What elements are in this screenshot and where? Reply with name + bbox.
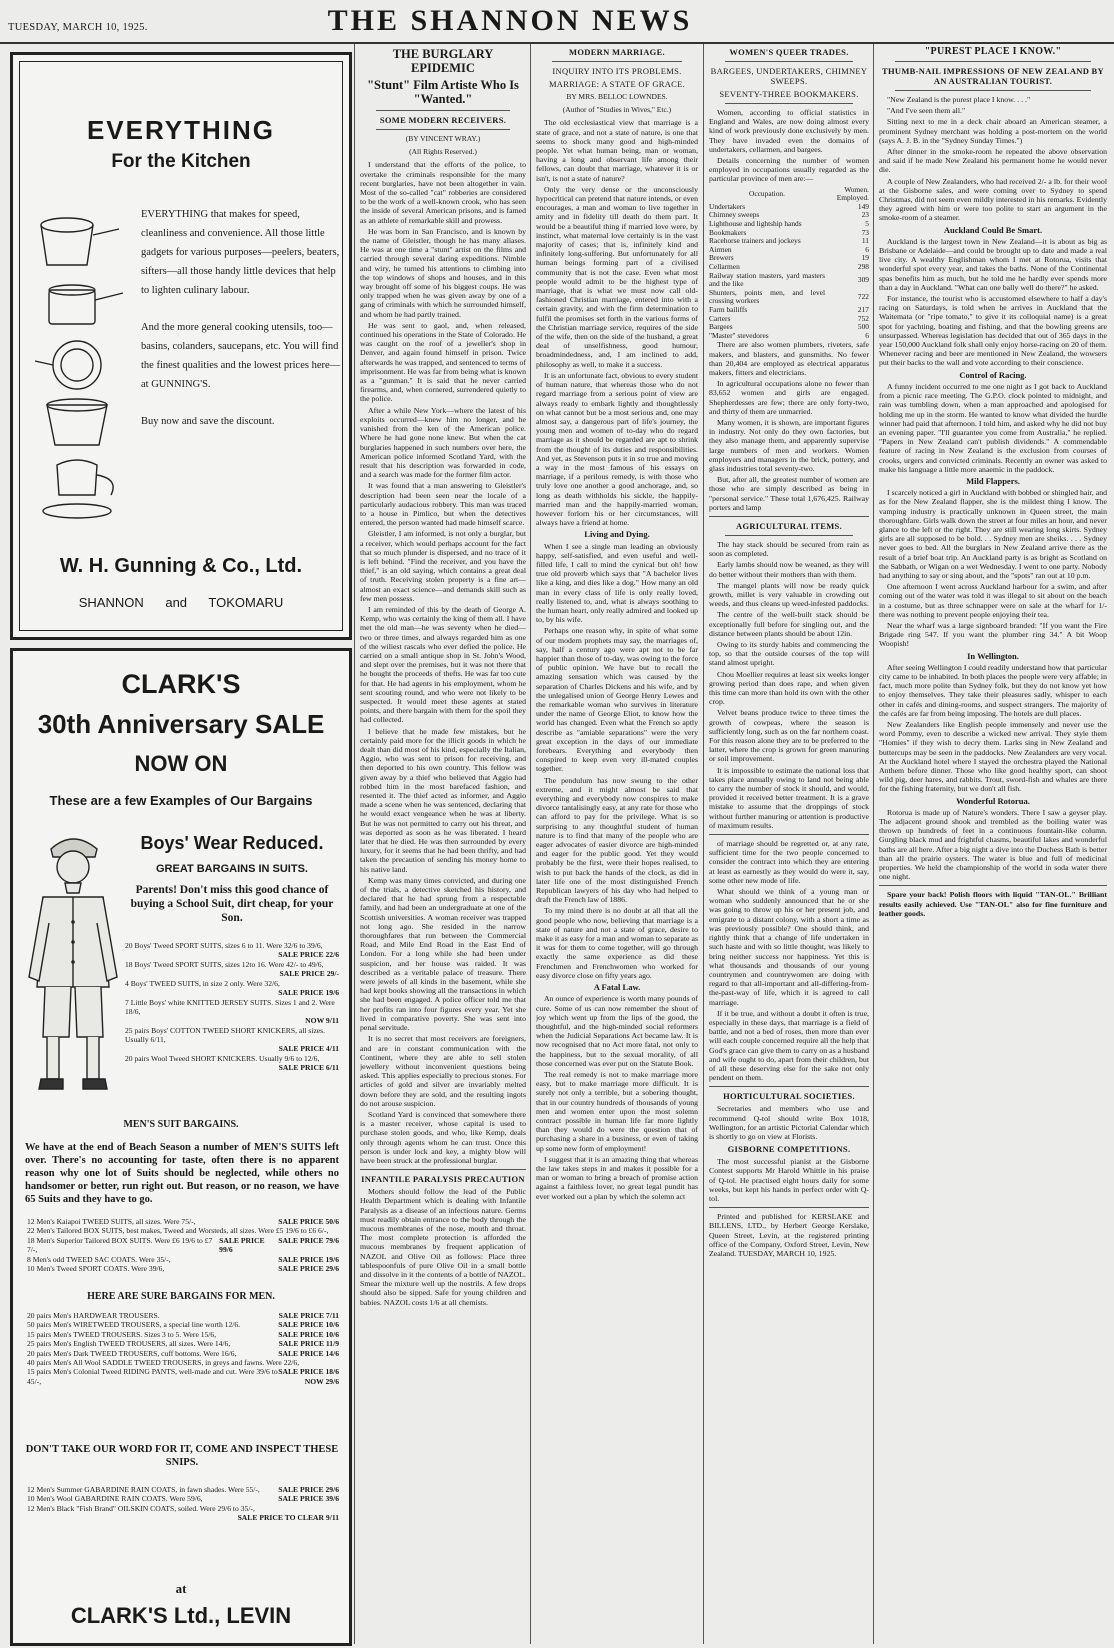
divider xyxy=(895,61,1091,62)
column-rule xyxy=(703,44,704,1644)
list-item xyxy=(125,1026,339,1053)
article-paragraph: Scotland Yard is convinced that somewhere there is a master receiver, whose capital is used to purchase stolen goods, and who, like Kemp, deals only through agents whom he can trust. Once this person is under lock and key, a mighty blow will have been struck at the professional burglar. xyxy=(360,1109,526,1165)
item-text: 20 pairs Wool Tweed SHORT KNICKERS. Usually 9/6 to 12/6, xyxy=(125,1054,320,1063)
table-row xyxy=(709,289,869,306)
article-paragraph: Owing to its sturdy habits and commencing the top, so that the outside courses of the top will stand almost upright. xyxy=(709,640,869,668)
article-subhead: "Stunt" Film Artiste Who Is "Wanted." xyxy=(367,78,519,106)
table-cell: 6 xyxy=(865,330,869,340)
article-headline: "PUREST PLACE I KNOW." xyxy=(924,46,1062,57)
article-paragraph: "And I've seen them all." xyxy=(887,106,966,116)
occupations-table xyxy=(709,186,869,341)
divider xyxy=(725,103,853,104)
great-bargains-heading: GREAT BARGAINS IN SUITS. xyxy=(156,863,308,875)
mens-suit-paragraph: We have at the end of Beach Season a number of MEN'S SUITS left over. There's no accounting for taste, often there is no apparent reason why one lot of Suits should be neglected, while others no handsomer or better, run right out. But reason, or no reason, we have 65 Suits and they have to go. xyxy=(25,1142,339,1205)
purest-place-column xyxy=(879,44,1107,1644)
ad-now-on: NOW ON xyxy=(134,751,228,776)
article-paragraph: It is no secret that most receivers are foreigners, and are in constant communication with the Continent, where they are able to sell stolen jewellery without inconvenient questions being asked. This applies especially to precious stones. For articles of gold and silver are invariably melted down before they are sold, and the resulting ingots do not arouse suspicion. xyxy=(360,1034,526,1108)
item-price: SALE PRICE 19/6 xyxy=(278,988,339,997)
table-cell: 500 xyxy=(857,322,869,332)
list-item xyxy=(27,1339,339,1348)
article-paragraph: It was found that a man answering to Gleistler's description had been seen near the locale of a particularly audacious robbery. This man was traced to a house in Pimlico, but when the detectives entered, the person wanted had made himself scarce. xyxy=(360,481,526,528)
item-text: 40 pairs Men's All Wool SADDLE TWEED TROUSERS, in greys and fawns. Were 22/6, xyxy=(27,1358,300,1368)
article-paragraph: When I see a single man leading an obviously happy, self-satisfied, and even useful and well-filled life, I call to mind the cynical but oh! how true old proverb which says that "A bachelor lives like a king, and dies like a dog." How many an old man in every class of life is only really loved, really listened to, and, what is always soothing to the human heart, only really admired and looked up to, by his wife. xyxy=(536,541,698,625)
section-heading: Mild Flappers. xyxy=(966,475,1020,486)
burglary-column xyxy=(360,44,526,1644)
table-cell: 298 xyxy=(857,261,869,271)
item-price: SALE PRICE 11/9 xyxy=(278,1339,339,1349)
item-price: SALE PRICE 6/11 xyxy=(278,1063,339,1072)
article-paragraph: I am reminded of this by the death of George A. Kemp, who was certainly the king of them all. I have met the old man—he was seventy when he died—two or three times, and always regarded him as one of the wiliest rascals who ever defied the police. He carried on a small antique shop in St. John's Wood, and slept over the premises, but it was not there that he bought the proceeds of thefts. He was far too cute for that. He had agents in his employment, whom he sent scouting round, and who were not likely to be suspected. It would meet these agents at stated points, and there bargain with them for the spoil they had collected. xyxy=(360,604,526,725)
article-paragraph: After seeing Wellington I could readily understand how that particular city came to be inhabited. In both places the people were very affable; in fact, much more polite than Sydney folk, but they do not know yet how to enjoy themselves. They take their pleasures sadly, whisper to each other in cafés and dining-rooms, and suspect strangers. The majority of the cafés are far from being imposing. The hotels are dull places. xyxy=(879,662,1107,718)
article-paragraph: Auckland is the largest town in New Zealand—it is about as big as Brisbane or Adelaide—and could be brought up to date and made a real live city. A wealthy Englishman whom I met at Rotorua, visits that wonderful spot every year, and takes the baths. None of the Continental spas benefits him as much, but he told me he hardly ever spends more than a day in Auckland. "What can one bally well do there?" he asked. xyxy=(879,236,1107,292)
table-cell: 217 xyxy=(857,304,869,314)
kitchenware-illustration xyxy=(27,195,137,525)
item-text: 10 Men's Tweed SPORT COATS. Were 39/6, xyxy=(27,1264,165,1274)
article-paragraph: He was born in San Francisco, and is known by the name of Gleistler, though he has many aliases. He was at one time a "stunt" artist on the films and carried through several daring expeditions. Nimble and wiry, he turned his attentions to climbing into the top windows of shops and houses, and in this way brought off some of his biggest coups. He was only trapped when he was given away by one of a gang of criminals with which he surrounded himself, and whom he had partly trained. xyxy=(360,226,526,319)
divider xyxy=(709,516,869,517)
article-paragraph: For instance, the tourist who is accustomed elsewhere to half a day's racing on Saturdays, is told when he arrives in Auckland that the Waitemata (or "ripe tomato," to give it its colloquial name) is a great spot for yachting, boating and fishing, and that the bowling greens are unsurpassed. Whereas legislation has decided that out of 365 days in the year 150,000 Auckland folk shall only enjoy horse-racing on 20 of them. Whenever racing and beer are mentioned in New Zealand, the wowsers put their backs to the wall and vote according to their conscience. xyxy=(879,294,1107,368)
article-paragraph: If it be true, and without a doubt it often is true, especially in these days, that marriage is a field of battle, and not a bed of roses, then more than ever will each couple concerned require all the help that God's grace can give them to carry on as a husband and wife ought to do, apart from their children, but of all these deserving else for the sake not only pendent on them. xyxy=(709,1008,869,1083)
table-cell: Airmen xyxy=(709,244,732,254)
item-price: SALE PRICE 50/6 xyxy=(278,1217,339,1226)
table-cell: Shunters, points men, and level crossing workers xyxy=(709,287,825,306)
column-header: Women. Employed. xyxy=(836,184,869,203)
agricultural-headline: AGRICULTURAL ITEMS. xyxy=(736,520,842,531)
divider xyxy=(376,129,510,130)
item-price: SALE PRICE 4/11 xyxy=(278,1044,339,1053)
item-price: SALE PRICE 39/6 xyxy=(278,1494,339,1504)
table-cell: 722 xyxy=(857,292,869,302)
item-price: SALE PRICE 99/6 xyxy=(219,1235,265,1255)
list-item xyxy=(125,998,339,1025)
divider xyxy=(895,90,1091,91)
horticultural-headline: HORTICULTURAL SOCIETIES. xyxy=(723,1091,855,1102)
article-paragraph: New Zealanders like English people immensely and never use the word Pommy, even to describe a wicked new arrival. They style them "Homies" if they wish to decry them. Larks sing in New Zealand and buttercups may be seen in the paddocks. New Zealanders are very vocal. At the Auckland hotel where I stayed the orchestra played the National Anthem before dinner. Those who like good healthy sport, can shoot wild pig, deer hares, and rabbits. Trout, sword-fish and whales are there for the fishing fraternity, but we don't all fish. xyxy=(879,720,1107,794)
table-cell: Chimney sweeps xyxy=(709,210,760,220)
ad-paragraph: And the more general cooking utensils, too—basins, colanders, saucepans, etc. You will find the finest qualities and the lowest prices here—at GUNNING'S. xyxy=(141,322,341,390)
article-paragraph: One afternoon I went across Auckland harbour for a swim, and after coming out of the water was told it was illegal to sit about on the beach in a costume, but as three schnapper were on sale at the wharf for 1/- there was nothing to prevent people enjoying their tea. xyxy=(879,582,1107,619)
table-row xyxy=(709,332,869,341)
ad-footer-company: CLARK'S Ltd., LEVIN xyxy=(70,1603,292,1628)
tanol-advertisement: Spare your back! Polish floors with liquid "TAN-OL." Brilliant results easily achieved. Use "TAN-OL" also for fine furniture and leather goods. xyxy=(879,890,1107,918)
article-paragraph: I scarcely noticed a girl in Auckland with bobbed or shingled hair, and as for the New Zealand flapper, she is the mildest thing I know. The vamping industry is practically unknown in Queen street, the main thoroughfare. Girls walk down the street at four miles an hour, and never glance to the left or the right. They are still wearing long skirts. Sydney girls are all supposed to be bold. . . Sydney men are sheiks. . . . Sydney never goes to bed. All the burglars in New Zealand arrive there as the result of a brief boat trip. An Auckland party is as bright as Scotland on the Sabbath, or Wigan on a wet Wednesday. I went to one party. Nobody had anything to say or sing about, and the "spots" ran out at 10 p.m. xyxy=(879,488,1107,580)
article-paragraph: He was sent to gaol, and, when released, continued his operations in the State of Colorado. He was caught on the roof of a jeweller's shop in Denver, and again found himself in prison. Twice afterwards he was trapped, and sentenced to terms of imprisonment. He was far from being what is known as a "gunman." It is said that he never carried firearms, and, when cornered, surrendered quietly to the police. xyxy=(360,320,526,404)
list-item xyxy=(27,1320,339,1329)
article-paragraph: To my mind there is no doubt at all that all the good people who now, believing that marriage is a state of nature and not a state of grace, desire to make it as easy for a man and woman to separate as it was for them to come together, will go through exactly the same experience as did these Frenchmen and Frenchwomen who worked for easy divorce close on fifty years ago. xyxy=(536,906,698,980)
womens-trades-column xyxy=(709,44,869,1644)
list-item xyxy=(125,1054,339,1072)
list-item xyxy=(125,979,339,997)
article-paragraph: In agricultural occupations alone no fewer than 83,652 women and girls are engaged. Shepherdesses are few; there are only forty-two, and thirty of them are unmarried. xyxy=(709,379,869,416)
list-item xyxy=(125,941,339,959)
divider xyxy=(709,1086,869,1087)
table-cell: "Master" stevedores xyxy=(709,330,769,340)
column-header: Occupation. xyxy=(749,188,785,198)
article-paragraph: Gleistler, I am informed, is not only a burglar, but a receiver, which would perhaps account for the fact that so much plunder is dispersed, and no trace of it is left behind. "Find the receiver, and you have the thief," is an old saying, which contains a great deal of truth. Receiving stolen property is a fine art—almost an exact science—and demands skill such as few men possess. xyxy=(360,529,526,603)
article-paragraph: Perhaps one reason why, in spite of what some of our modern prophets may say, the marriages of, say, half a century ago were apt not to be far happier than those of to-day, was owing to the force of public opinion. We have but to recall the amazing sensation which was caused by the separation of Charles Dickens and his wife, and by the unlegalised union of George Henry Lewes and the remarkable woman who survives in literature under the name of George Eliot, to know how the world has changed. Even what the French so aptly describe as "amiable separations" were the very great exception in the days of our immediate forebears. Everything and everybody then conspired to keep even very ill-mated couples together. xyxy=(536,626,698,774)
table-row xyxy=(709,237,869,246)
item-price: NOW 29/6 xyxy=(304,1376,339,1386)
article-paragraph: Mothers should follow the lead of the Public Health Department which is dealing with Infantile Paralysis as a disease of an infectious nature. Germs must readily obtain entrance to the body through the mucous membranes of the nose, mouth and throat. The most complete protection is afforded the mucous membranes by frequent application of NAZOL and Olive Oil as follows: Place three tablespoonfuls of pure Olive Oil in a small bottle and dissolve in it the contents of a bottle of NAZOL. Smear the mixture well up the nostrils. A few drops should also be sipped. Safe for young children and babies. NAZOL costs 1/6 at all chemists. xyxy=(360,1187,526,1307)
ad-subhead: For the Kitchen xyxy=(111,151,251,172)
article-paragraph: It is an unfortunate fact, obvious to every student of human nature, that whereas those who do not regard marriage from a serious point of view are always ready to embark lightly and thoughtlessly on what cannot but be a most serious and, one may almost say, a dangerous part of life's journey, the young men and women of to-day who do regard marriage as it should be regarded are apt to shrink from the thought of its duties and responsibilities. And yet, as Stevenson puts it in so true and moving a way in the most famous of his essays on marriage, if a perilous remedy, is with those who truly love one another a good anchorage, and, so long as death withholds his sickle, the happily-married man and the happily-married woman, however forlorn his or her circumstances, will always have a friend at home. xyxy=(536,370,698,528)
table-cell: 11 xyxy=(861,236,869,246)
article-paragraph: The mangel plants will now be ready quick growth, millet is very valuable in crowding out weeds, and thus cleans up weed-infested paddocks. xyxy=(709,580,869,609)
item-text: 22 Men's Tailored BOX SUITS, best makes, Tweed and Worsteds, all sizes. Were £5 19/6 to £6 6/-, xyxy=(27,1226,329,1236)
table-cell: Racehorse trainers and jockeys xyxy=(709,236,801,246)
list-item xyxy=(27,1330,339,1339)
newspaper-title: THE SHANNON NEWS xyxy=(327,4,693,37)
item-price: SALE PRICE 14/6 xyxy=(278,1348,339,1358)
divider xyxy=(709,1207,869,1208)
article-paragraph: of marriage should be regretted or, at any rate, sufficient time for the two people concerned to consider the contract into which they are entering at least as earnestly as they would do were it, say, some other new mode of life. xyxy=(709,839,869,885)
article-paragraph: I suggest that it is an amazing thing that whereas the law takes steps in and makes it possible for a man or woman to bring a breach of promise action against a faithless lover, no great legal pundit has ever worked out a plan by which the solemn act xyxy=(536,1154,698,1201)
section-heading: Living and Dying. xyxy=(584,529,650,540)
boys-items-list xyxy=(125,941,339,1073)
table-cell: Bargees xyxy=(709,322,733,332)
item-price: SALE PRICE 19/6 xyxy=(278,1254,339,1264)
article-paragraph: Velvet beans produce twice to three times the growth of cowpeas, where the season is sufficiently long, such as on the far northern coast. For this reason alone they are to be preferred to the latter, where the crop is grown for green manuring or soil improvement. xyxy=(709,708,869,764)
article-headline: MODERN MARRIAGE. xyxy=(569,47,665,57)
mens-suit-heading: MEN'S SUIT BARGAINS. xyxy=(123,1119,239,1130)
article-paragraph: I believe that he made few mistakes, but he certainly paid more for the illicit goods in which he dealt than did most of his kind, especially the Italian, Aggio, who was sent to prison for receiving, and then deported to his own country. This fellow was given away by a thief who believed that Aggio had robbed him in the most barefaced fashion, and resented it. The thief acted as informer, and Aggio made a scene when he was sentenced, declaring that he would exact vengeance when he was at liberty. But he was not permitted to carry out his threat, and was deported as soon as he was liberated. I heard later that he died. He was then surrounded by every luxury, for it seems that he had been thrifty, and had taken the precaution of sending his money home to his native land. xyxy=(360,726,526,874)
item-text: 18 Men's Superior Tailored BOX SUITS. Were £6 19/6 to £7 7/-, xyxy=(27,1235,213,1255)
article-paragraph: But, after all, the greatest number of women are those who are simply described as being in "personal service." These total 1,676,425. Railway porters and lamp xyxy=(709,475,869,512)
article-paragraph: The old ecclesiastical view that marriage is a state of grace, and not a state of nature, is one that seems to shock many good and high-minded people. Yet what human being, man or woman, having a long and observant life among their fellows, can doubt that marriage, whatever it is or isn't, is not a state of nature? xyxy=(536,118,698,183)
list-item xyxy=(27,1311,339,1320)
list-item xyxy=(27,1485,339,1494)
author-note: (Author of "Studies in Wives," Etc.) xyxy=(562,105,672,115)
table-cell: 752 xyxy=(857,313,869,323)
clarks-advertisement xyxy=(10,648,352,1646)
article-paragraph: Secretaries and members who use and recommend Q-tol should write Box 1018, Wellington, for an artistic Pictorial Calendar which is shortly to go on view at Florists. xyxy=(709,1104,869,1141)
column-rule xyxy=(873,44,874,1644)
table-cell: Bookmakers xyxy=(709,227,747,237)
divider xyxy=(709,834,869,835)
item-text: 4 Boys' TWEED SUITS, in size 2 only. Were 32/6, xyxy=(125,979,280,988)
gisborne-headline: GISBORNE COMPETITIONS. xyxy=(727,1144,851,1155)
ad-sale-title: 30th Anniversary SALE xyxy=(37,709,325,739)
divider xyxy=(552,61,682,62)
item-text: 12 Men's Kaiapoi TWEED SUITS, all sizes. Were 75/-, xyxy=(27,1217,196,1226)
article-deck: SEVENTY-THREE BOOKMAKERS. xyxy=(719,89,859,99)
marriage-column xyxy=(536,44,698,1644)
article-deck: INQUIRY INTO ITS PROBLEMS. xyxy=(552,66,682,76)
item-text: 15 pairs Men's Colonial Tweed RIDING PANTS, well-made and cut. Were 39/6 to 45/-, xyxy=(27,1367,278,1386)
column-rule xyxy=(354,44,355,1644)
article-byline: BY MRS. BELLOC LOWNDES. xyxy=(566,92,668,101)
ad-at: at xyxy=(175,1581,187,1596)
item-text: 12 Men's Black "Fish Brand" OILSKIN COATS, soiled. Were 29/6 to 35/-, xyxy=(27,1503,255,1513)
list-item xyxy=(27,1255,339,1264)
article-paragraph: Near the wharf was a large signboard branded: "If you want the Fire Brigade ring 547. If you want the plumber ring 34." A bit Woop Woopish! xyxy=(879,620,1107,649)
section-heading: In Wellington. xyxy=(967,650,1019,661)
item-price: SALE PRICE 29/6 xyxy=(278,1264,339,1274)
article-headline: WOMEN'S QUEER TRADES. xyxy=(729,47,849,57)
item-price: NOW 9/11 xyxy=(305,1016,339,1025)
masthead xyxy=(0,0,1114,44)
item-text: 25 pairs Men's English TWEED TROUSERS, all sizes. Were 14/6, xyxy=(27,1339,231,1349)
item-text: 10 Men's Wool GABARDINE RAIN COATS. Were 59/6, xyxy=(27,1494,203,1504)
table-cell: Railway station masters, yard masters and the like xyxy=(709,270,825,289)
article-paragraph: After dinner in the smoke-room he repeated the above observation and said if he made New Zealand his permanent home he would never die. xyxy=(879,147,1107,175)
item-price: SALE PRICE 22/6 xyxy=(278,950,339,959)
article-paragraph: Chou Moellier requires at least six weeks longer growing period than does rape, and when given this time can more than hold its own with the other crop. xyxy=(709,669,869,707)
article-paragraph: Women, according to official statistics in England and Wales, are now doing almost every kind of work previously done exclusively by men. They have invaded even the domains of undertakers, cellarmen, and bargees. xyxy=(709,108,869,154)
dont-take-heading: DON'T TAKE OUR WORD FOR IT, COME AND INSPECT THESE SNIPS. xyxy=(25,1444,339,1468)
ad-company-name: W. H. Gunning & Co., Ltd. xyxy=(59,555,303,577)
article-paragraph: Rotorua is made up of Nature's wonders. There I saw a geyser play. The adjacent ground shook and trembled as the boiling water was thrown up hundreds of feet in a continuous fountain-like column. Gurgling black mud and frightful chasms, beautiful lakes and wonderful baths are all here. After a big night a dive into the Duchess Bath is better than all the prairie oysters. The water is blue and full of medicinal properties. We held the championship of the world in soda water there one night. xyxy=(879,807,1107,882)
item-price: SALE PRICE 18/6 xyxy=(278,1367,339,1377)
table-cell: 309 xyxy=(857,274,869,284)
item-text: 20 pairs Men's HARDWEAR TROUSERS. xyxy=(27,1311,160,1320)
article-byline: (BY VINCENT WRAY.) xyxy=(405,134,481,143)
divider xyxy=(725,61,853,62)
item-price: SALE PRICE 29/- xyxy=(279,969,339,978)
item-price: SALE PRICE 10/6 xyxy=(278,1320,339,1330)
item-price: SALE PRICE 29/6 xyxy=(278,1485,339,1494)
table-row xyxy=(709,315,869,324)
table-header xyxy=(709,186,869,203)
ad-paragraph: Buy now and save the discount. xyxy=(141,416,275,427)
item-text: 12 Men's Summer GABARDINE RAIN COATS, in fawn shades. Were 55/-, xyxy=(27,1485,260,1494)
section-heading: Wonderful Rotorua. xyxy=(956,795,1030,806)
item-price: SALE PRICE 10/6 xyxy=(278,1329,339,1339)
article-paragraph: Kemp was many times convicted, and during one of the trials, a detective sketched his history, and declared that he had sprung from a respectable family, and had been an undergraduate at one of the Scottish universities. A woman receiver was trapped not long ago. She resided in the narrow thoroughfares that run between the Commercial Road, and Mile End Road in the East End of London. For a long while she had been under suspicion, and her house was raided. It was described as a veritable palace of treasure. There were jewels of all kinds in the basement, while she had kept books showing all the transactions in which she had been engaged. A police officer told me that her profits ran into four figures every year. Yet she lived in comparative poverty. She was sent into penal servitude. xyxy=(360,875,526,1033)
article-paragraph: After a while New York—where the latest of his exploits occurred—knew him no longer, and he vanished from the ken of the American police. Where he had gone none knew. But when the cat burglaries happened in such numbers over here, the American police informed Scotland Yard, with the result that his description was forwarded in code, and a search was made for the former film actor. xyxy=(360,405,526,480)
article-paragraph: The pendulum has now swung to the other extreme, and it might almost be said that everything and everybody now conspires to make divorce tantalisingly easy, at any rate for those who can afford to pay for the privilege. What is so surprising to any thoughtful student of human nature is to find that many of the people who are eager advocates of easier divorce are high-minded and eager for the public good. Yet they would probably be the first, were their hopes realised, to wish to put back the hands of the clock, as did in later life one of the most distinguished French Republican lawyers of his day who had helped to draft the French law of 1886. xyxy=(536,775,698,905)
article-paragraph: Only the very dense or the unconsciously hypocritical can pretend that nature intends, or even encourages, a man and woman to live together in amity and in fidelity till death do them part. It would be a beautiful thing if married love were, by instinct, what maternal love certainly is in the vast majority of cases; that is, infinitely kind and infinitely long-suffering. But unfortunately for all human beings forming part of a civilised community that is not the case. Even what most people would admit to be the highest type of marriage, that is what we must now call old-fashioned Christian marriage, entered into with a certain gravity, and with the firm determination to fulfil the promises set forth in the various forms of the Christian marriage service, requires of the side of the wife, then on the side of the husband, a great deal of unselfishness, good humour, broadmindedness, and, I am inclined to add, philosophy as well, to make it a success. xyxy=(536,184,698,369)
item-text: 25 pairs Boys' COTTON TWEED SHORT KNICKERS, all sizes. Usually 6/11, xyxy=(125,1026,326,1044)
article-deck: THUMB-NAIL IMPRESSIONS OF NEW ZEALAND BY AN AUSTRALIAN TOURIST. xyxy=(882,66,1104,86)
table-cell: 23 xyxy=(861,210,869,220)
article-deck: SOME MODERN RECEIVERS. xyxy=(379,115,507,125)
article-deck: MARRIAGE: A STATE OF GRACE. xyxy=(548,79,686,89)
section-heading: A Fatal Law. xyxy=(593,982,641,993)
item-text: 15 pairs Men's TWEED TROUSERS. Sizes 3 to 5. Were 15/6, xyxy=(27,1329,217,1339)
list-item xyxy=(27,1494,339,1503)
list-item xyxy=(125,960,339,978)
divider xyxy=(725,535,853,536)
table-cell: Cellarmen xyxy=(709,261,740,271)
gunning-advertisement xyxy=(10,52,352,640)
article-paragraph: What should we think of a young man or woman who suddenly announced that he or she was going to throw up his or her present job, and emigrate to a distant colony, with a short a time as was previously possible? One should think, and rightly think that a change of life undertaken in such haste and with so little thought, was likely to bring neither success nor happiness. Yet this is what thousands and thousands of our young countrymen and countrywomen are doing with regard to that all-important and all-differing-from-the-past-way of life, which it is agreed to call marriage. xyxy=(709,887,869,1007)
divider xyxy=(879,885,1107,886)
table-cell: 6 xyxy=(865,244,869,254)
sure-bargains-heading: HERE ARE SURE BARGAINS FOR MEN. xyxy=(87,1291,275,1302)
article-paragraph: Many women, it is shown, are important figures in industry. Not only do they own factories, but they also manage them, and apparently supervise large numbers of men and workers. Women employers and managers in the brick, pottery, and glass industries total seventy-two. xyxy=(709,417,869,473)
column-rule xyxy=(530,44,531,1644)
boys-intro: Parents! Don't miss this good chance of buying a School Suit, dirt cheap, for your Son. xyxy=(130,884,334,924)
item-price: SALE PRICE TO CLEAR 9/11 xyxy=(237,1513,339,1523)
table-cell: Undertakers xyxy=(709,201,746,211)
table-cell: 73 xyxy=(861,227,869,237)
list-item xyxy=(27,1236,278,1255)
ad-brand: CLARK'S xyxy=(121,669,241,699)
article-paragraph: An ounce of experience is worth many pounds of cure. Some of us can now remember the shout of joy which went up from the lips of the good, the thoughtful, and the high-minded social reformers when the Judicial Separations Act became law. It is now recognised that no Act more fatal, not only to the happiness, but to the sexual morality, of all those concerned was ever put on the Statute Book. xyxy=(536,994,698,1068)
boys-wear-heading: Boys' Wear Reduced. xyxy=(140,833,324,853)
article-paragraph: I understand that the efforts of the police, to overtake the criminals responsible for the many recent burglaries, have not been altogether in vain. Most of the so-called "cat" robberies are considered to be the work of a well-known crook, who has seen the inside of several American prisons, and is famed as an athlete of remarkable skill and prowess. xyxy=(360,160,526,225)
article-paragraph: The most successful pianist at the Gisborne Contest supports Mr Harold Whittle in his praise of Q-tol. He practised eight hours daily for some weeks, but kept his hands in perfect order with Q-tol. xyxy=(709,1157,869,1203)
table-cell: Carters xyxy=(709,313,731,323)
ad-paragraph: EVERYTHING that makes for speed, cleanliness and convenience. All those little gadgets for various purposes—peelers, beaters, sifters—all those handy little devices that help to lighten culinary labour. xyxy=(141,209,340,296)
list-item xyxy=(27,1264,339,1273)
article-paragraph: The real remedy is not to make marriage more easy, but to make marriage more difficult. It is surely not only a terrible, but a sobering thought, that in our country hundreds of thousands of young men and women enter upon the most solemn contract possible in human life far more lightly than they would do were the question that of purchasing a share in a business, or even of taking up some new form of employment! xyxy=(536,1069,698,1153)
table-cell: 19 xyxy=(861,253,869,263)
item-text: 18 Boys' Tweed SPORT SUITS, sizes 12to 16. Were 42/- to 49/6, xyxy=(125,960,324,969)
table-row xyxy=(709,272,869,289)
item-text: 20 Boys' Tweed SPORT SUITS, sizes 6 to 11. Were 32/6 to 39/6, xyxy=(125,941,323,950)
article-paragraph: It is impossible to estimate the national loss that takes place annually owing to land not being able to carry the number of stock it should, and would, provided it received better treatment. It is a grave mistake to assume that the droppings of stock without further manuring or attention is productive of maximum results. xyxy=(709,765,869,830)
article-paragraph: Sitting next to me in a deck chair aboard an American steamer, a prominent Sydney merchant was holding a post-mortem on the world (says A. J. B. in the "Sydney Sunday Times.") xyxy=(879,117,1107,145)
article-paragraph: Details concerning the number of women employed in occupations usually regarded as the particular province of men are:— xyxy=(709,156,869,184)
divider xyxy=(360,1169,526,1170)
infantile-headline: INFANTILE PARALYSIS PRECAUTION xyxy=(361,1174,525,1185)
table-cell: Brewers xyxy=(709,253,734,263)
printer-imprint: Printed and published for KERSLAKE and BILLENS, LTD., by Herbert George Kerslake, Queen Street, Levin, at the registered printing office of the Company, Oxford Street, Levin, New Zealand. TUESDAY, MARCH 10, 1925. xyxy=(709,1212,869,1258)
divider xyxy=(376,110,510,111)
ad-locations: SHANNON and TOKOMARU xyxy=(78,595,284,610)
table-cell: 149 xyxy=(857,201,869,211)
section-heading: Control of Racing. xyxy=(959,369,1027,380)
item-text: 50 pairs Men's WIRETWEED TROUSERS, a special line worth 12/6. xyxy=(27,1320,241,1330)
ad-body xyxy=(141,205,341,449)
article-paragraph: A funny incident occurred to me one night as I got back to Auckland from a picnic race meeting. The G.P.O. clock pointed to midnight, and rain was tumbling down, when a man approached and apologised for holding me up in the storm. He wanted to know what divided the hurdle winner had paid that afternoon. I told him, and asked why he did not buy an evening paper. "I'll guarantee you come from Australia," he replied. "Papers in New Zealand can't publish dividends." A commendable feature of racing in New Zealand is the exclusion from courses of crooks, urgers and convicted criminals. Recently an owner was asked to make his language a little more anaemic in the paddock. xyxy=(879,381,1107,474)
article-headline: THE BURGLARY EPIDEMIC xyxy=(392,47,494,75)
trousers-list xyxy=(27,1311,339,1386)
item-price: SALE PRICE 79/6 xyxy=(278,1235,339,1245)
table-cell: Farm bailiffs xyxy=(709,304,748,314)
ad-tagline: These are a few Examples of Our Bargains xyxy=(49,793,313,808)
list-item xyxy=(27,1503,339,1523)
item-price: SALE PRICE 7/11 xyxy=(278,1311,339,1320)
article-paragraph: A couple of New Zealanders, who had received 2/- a lb. for their wool at the Gisborne sales, and were coming over to Sydney to spend Christmas, did not seem even mildly interested in his remarks. Evidently they agreed with him or were too polite to start an argument in the smoke-room of a steamer. xyxy=(879,176,1107,223)
ad-headline: EVERYTHING xyxy=(86,115,276,145)
issue-date: TUESDAY, MARCH 10, 1925. xyxy=(8,22,148,33)
table-cell: Lighthouse and lightship hands xyxy=(709,219,802,228)
article-paragraph: "New Zealand is the purest place I know. . . ." xyxy=(887,95,1031,104)
schoolboy-illustration xyxy=(25,827,121,1099)
item-text: 8 Men's odd TWEED SAC COATS. Were 35/-, xyxy=(27,1254,171,1264)
item-text: 20 pairs Men's Dark TWEED TROUSERS, cuff bottoms. Were 16/6, xyxy=(27,1348,237,1358)
list-item xyxy=(27,1217,339,1226)
mens-suit-list xyxy=(27,1217,339,1273)
article-paragraph: The hay stack should be secured from rain as soon as completed. xyxy=(709,539,869,559)
article-paragraph: The centre of the well-built stack should be exceptionally full before for singling out, and the distance between plants should be about 12in. xyxy=(709,610,869,638)
list-item xyxy=(27,1349,339,1358)
rights-note: (All Rights Reserved.) xyxy=(409,147,477,157)
table-cell: 5 xyxy=(865,219,869,228)
table-row xyxy=(709,306,869,315)
article-deck: BARGEES, UNDERTAKERS, CHIMNEY SWEEPS. xyxy=(710,66,868,86)
item-text: 7 Little Boys' white KNITTED JERSEY SUITS. Sizes 1 and 2. Were 18/6, xyxy=(125,998,335,1016)
coats-list xyxy=(27,1485,339,1523)
section-heading: Auckland Could Be Smart. xyxy=(943,224,1043,235)
article-paragraph: There are also women plumbers, riveters, safe makers, and blasters, and gunsmiths. No fewer than 20,404 are employed as electrical apparatus makers, fitters and electricians. xyxy=(709,340,869,377)
article-paragraph: Early lambs should now be weaned, as they will do better without their mothers than with them. xyxy=(709,560,869,579)
